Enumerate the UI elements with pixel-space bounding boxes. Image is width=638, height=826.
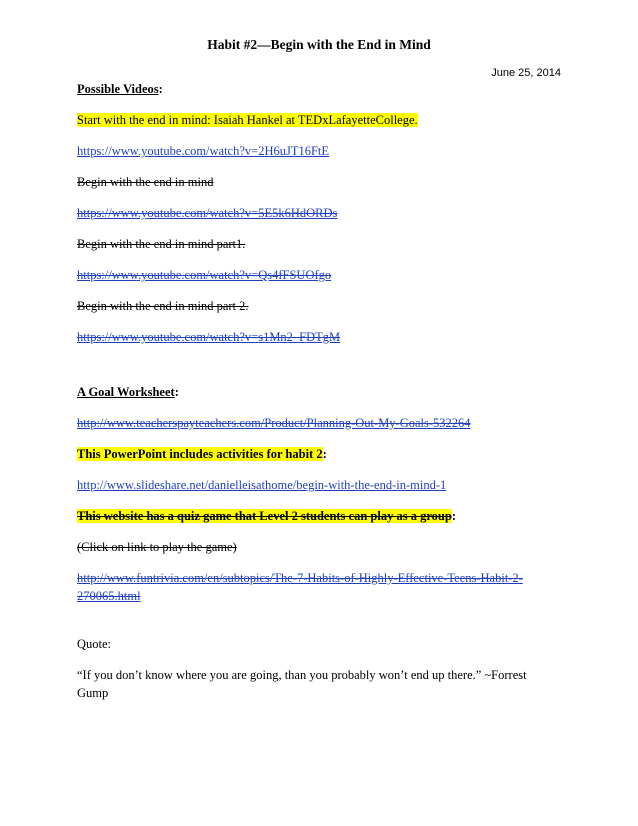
video-link-3[interactable]: https://www.youtube.com/watch?v=Qs4fFSUOfgo (77, 268, 332, 282)
worksheet-heading-line: A Goal Worksheet: (77, 385, 179, 399)
videos-heading-colon: : (158, 82, 163, 96)
quote-line-1: “If you don’t know where you are going, than you probably won’t end up there.” ~Forrest (77, 668, 527, 682)
videos-heading-line (77, 82, 163, 97)
powerpoint-heading: This PowerPoint includes activities for habit 2 (77, 447, 323, 461)
quiz-note: (Click on link to play the game) (77, 540, 237, 554)
worksheet-heading: A Goal Worksheet (77, 385, 175, 399)
document-title: Habit #2—Begin with the End in Mind (207, 37, 431, 52)
quiz-heading: This website has a quiz game that Level 2 students can play as a group (77, 509, 452, 523)
video-title-4: Begin with the end in mind part 2. (77, 299, 249, 313)
video-link-4[interactable]: https://www.youtube.com/watch?v=s1Mn2_FDTgM (77, 330, 341, 344)
quiz-heading-line: This website has a quiz game that Level 2 students can play as a group: (77, 509, 456, 523)
powerpoint-link[interactable]: http://www.slideshare.net/danielleisathome/begin-with-the-end-in-mind-1 (77, 478, 447, 492)
quiz-link-line-1[interactable]: http://www.funtrivia.com/en/subtopics/The-7-Habits-of-Highly-Effective-Teens-Habit-2- (77, 571, 523, 585)
quote-label: Quote: (77, 637, 112, 651)
video-title-2: Begin with the end in mind (77, 175, 214, 189)
quiz-link-line-2[interactable]: 270065.html (77, 589, 141, 603)
document-date: June 25, 2014 (491, 67, 561, 79)
video-title-3: Begin with the end in mind part1. (77, 237, 246, 251)
worksheet-link[interactable]: http://www.teacherspayteachers.com/Product/Planning-Out-My-Goals-532264 (77, 416, 471, 430)
videos-heading: Possible Videos (77, 82, 159, 96)
video-title-1: Start with the end in mind: Isaiah Hankel at TEDxLafayetteCollege. (77, 113, 418, 127)
powerpoint-heading-line: This PowerPoint includes activities for habit 2: (77, 447, 327, 461)
quote-line-2: Gump (77, 686, 109, 700)
video-link-1[interactable]: https://www.youtube.com/watch?v=2H6uJT16FtE (77, 144, 330, 158)
video-link-2[interactable]: https://www.youtube.com/watch?v=5E5k6HdORDs (77, 206, 338, 220)
